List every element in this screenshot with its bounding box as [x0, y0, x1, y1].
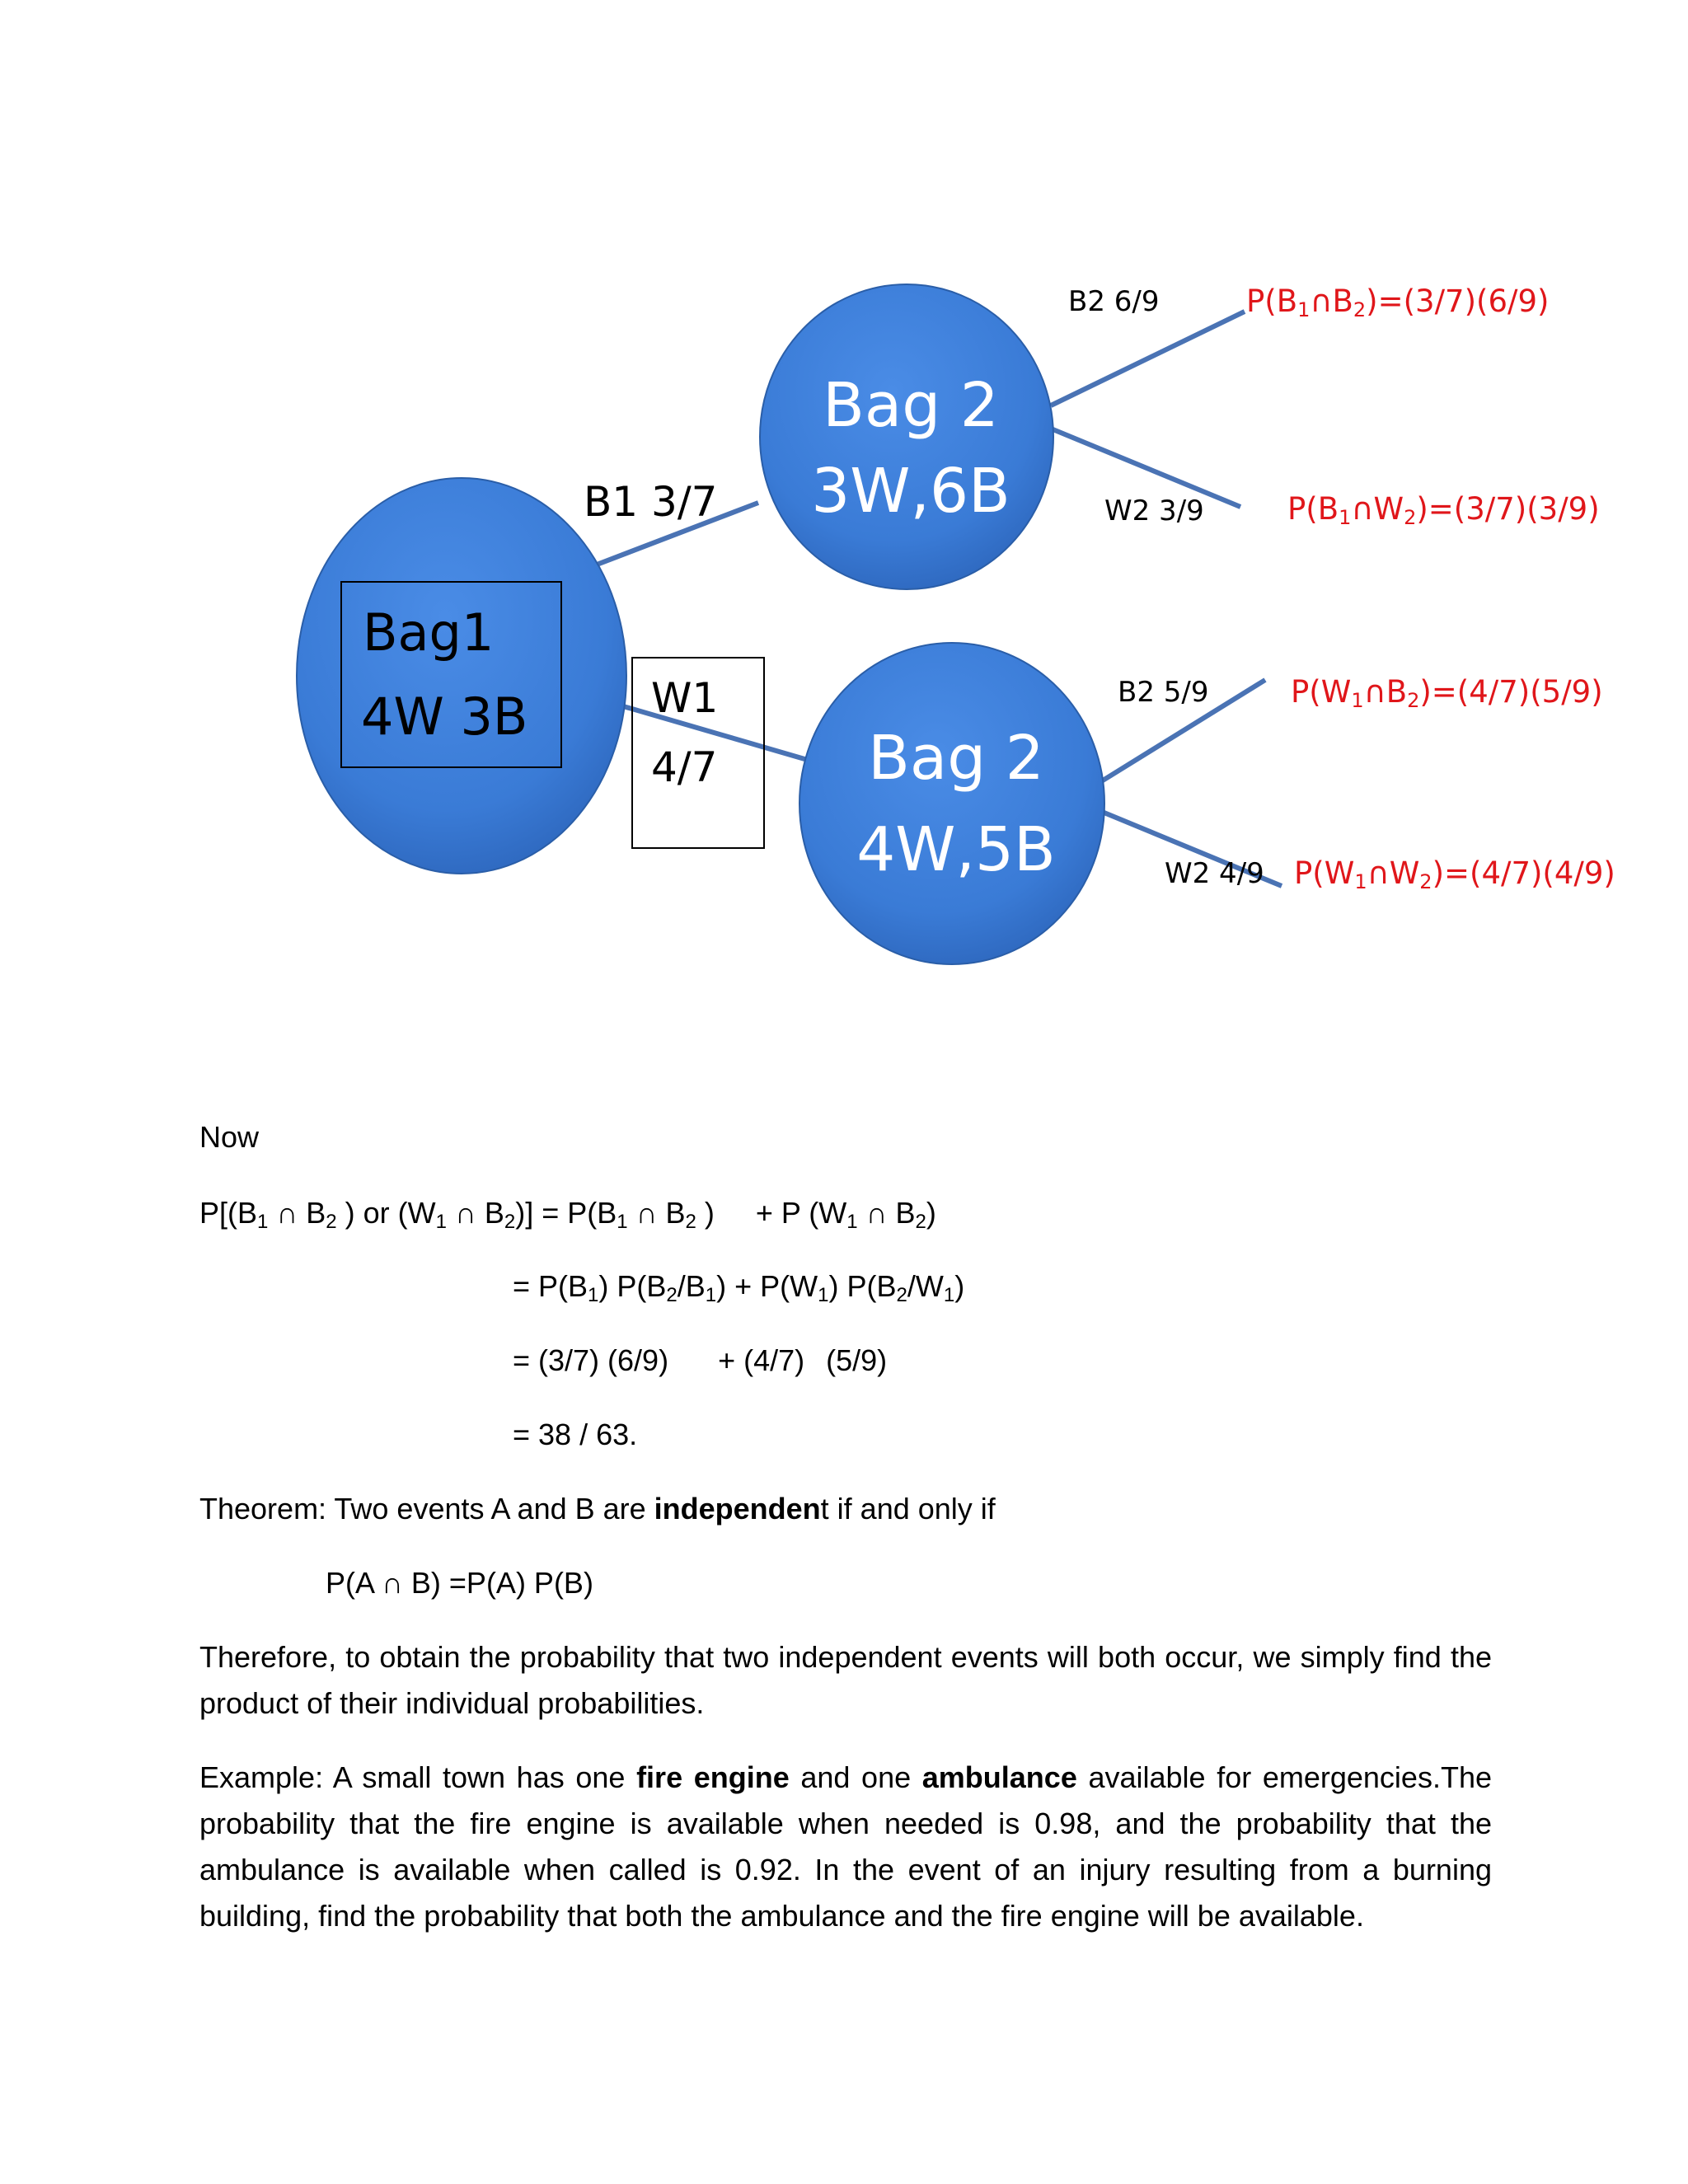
branch-label-b2-bottom: B2 5/9 — [1118, 676, 1209, 709]
branch-label-w2-bottom: W2 4/9 — [1165, 857, 1264, 890]
bag2-bottom-node — [799, 643, 1104, 964]
outcome-b1-w2: $P(B_1\cap W_2)=(3/7)(3/9)$ — [1287, 491, 1600, 529]
branch-label-b2-top: B2 6/9 — [1068, 285, 1160, 318]
bag2-bottom-title: Bag 2 — [868, 723, 1044, 794]
bag2-top-contents: 3W,6B — [811, 456, 1010, 527]
outcome-w1-w2: $P(W_1\cap W_2)=(4/7)(4/9)$ — [1294, 855, 1615, 893]
branch-line-b1b2 — [1051, 312, 1245, 405]
equation-line-1: $P[(B_1$ ∩ $B_2$ ) or ($W_1$ ∩ $B_2)] = P(B_1$ ∩ $B_2$ ) + P ($W_1$ ∩ $B_2$) — [199, 1196, 936, 1233]
bag1-contents: 4W 3B — [361, 687, 528, 747]
outcome-w1-b2: $P(W_1\cap B_2)=(4/7)(5/9)$ — [1291, 674, 1603, 712]
branch-label-b1: B1 3/7 — [584, 478, 718, 526]
equation-line-2: = $P(B_1) P(B_2/B_1) + P(W_1)$ $P(B_2/W_1)$ — [513, 1269, 965, 1306]
equation-line-4: = 38 / 63. — [513, 1418, 638, 1451]
therefore-paragraph: Therefore, to obtain the probability that two independent events will both occur, we simply find the product of their individual probabilities. — [199, 1640, 1492, 1720]
theorem-formula: P(A ∩ B) =P(A) P(B) — [326, 1566, 593, 1600]
outcome-b1-b2: $P(B_1\cap B_2)=(3/7)(6/9)$ — [1246, 284, 1550, 321]
branch-label-w1-prob: 4/7 — [651, 743, 718, 791]
bag2-top-title: Bag 2 — [823, 370, 999, 441]
example-paragraph: Example: A small town has one fire engine and one ambulance available for emergencies.The probability that the fire engine is available when needed is 0.98, and the probability that the ambulance is available when called is 0.92. In the event of an injury resulting from a burning building, find the probability that both the ambulance and the fire engine will be available. — [199, 1760, 1492, 1933]
bag1-title: Bag1 — [363, 602, 495, 663]
theorem-statement: Theorem: Two events A and B are independent if and only if — [199, 1492, 996, 1526]
now-label: Now — [199, 1120, 260, 1154]
branch-label-w1: W1 — [651, 674, 719, 722]
equation-line-3: = (3/7) (6/9) + (4/7) (5/9) — [513, 1343, 888, 1377]
bag2-bottom-contents: 4W,5B — [856, 814, 1056, 885]
branch-label-w2-top: W2 3/9 — [1104, 494, 1204, 527]
